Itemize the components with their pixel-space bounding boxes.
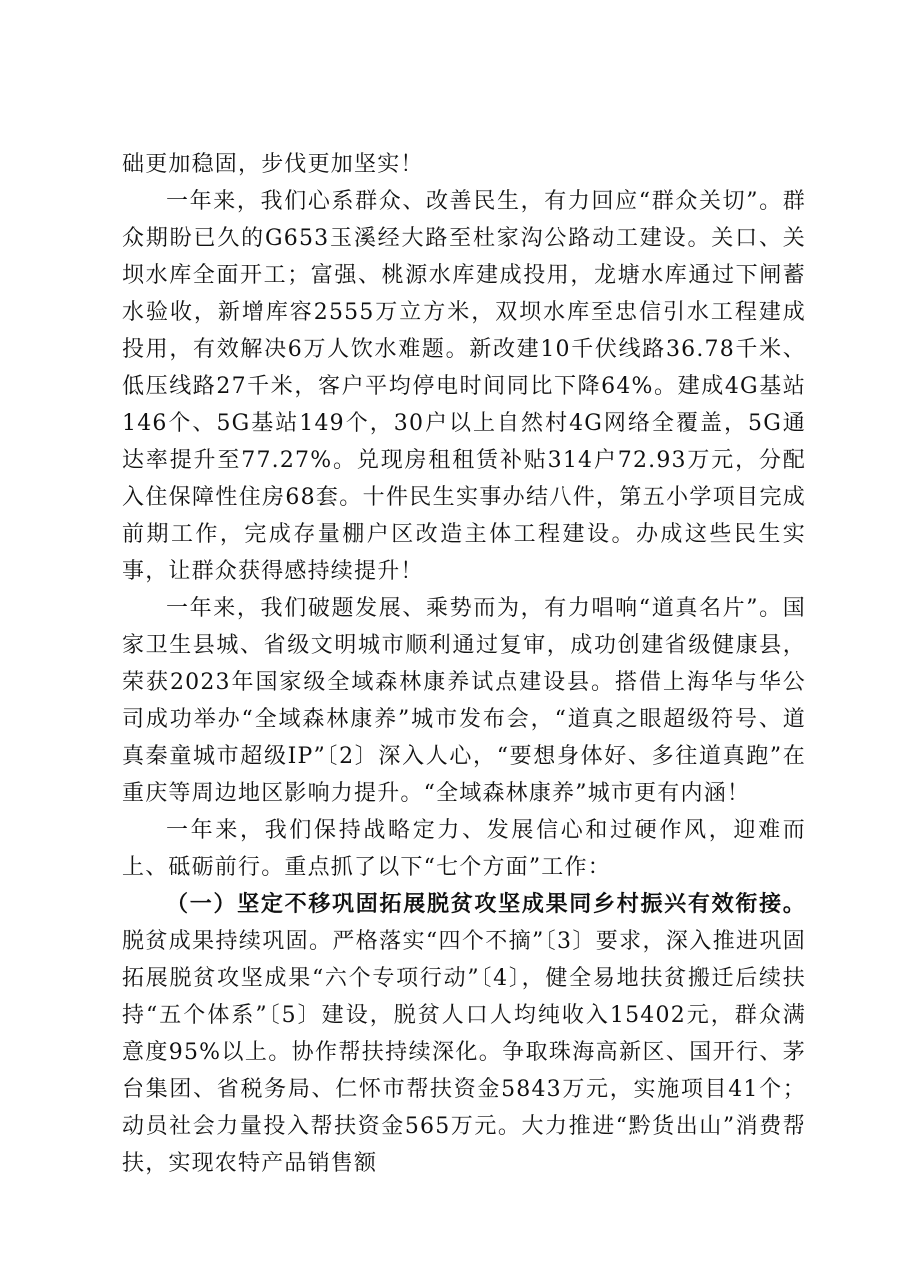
paragraph-section-one [122, 886, 806, 1182]
paragraph-city-brand: 一年来，我们破题发展、乘势而为，有力唱响“道真名片”。国家卫生县城、省级文明城市顺利通过复审，成功创建省级健康县，荣获2023年国家级全域森林康养试点建设县。搭借上海华与华公司成功举办“全域森林康养”城市发布会，“道真之眼超级符号、道真秦童城市超级IP”〔2〕深入人心，“要想身体好、多往道真跑”在重庆等周边地区影响力提升。“全域森林康养”城市更有内涵！ [122, 596, 806, 806]
paragraph-continuation: 础更加稳固，步伐更加坚实！ [122, 152, 424, 177]
document-body [122, 146, 806, 1182]
section-body: 脱贫成果持续巩固。严格落实“四个不摘”〔3〕要求，深入推进巩固拓展脱贫攻坚成果“六个专项行动”〔4〕，健全易地扶贫搬迁后续扶持“五个体系”〔5〕建设，脱贫人口人均纯收入15402元，群众满意度95%以上。协作帮扶持续深化。争取珠海高新区、国开行、茅台集团、省税务局、仁怀市帮扶资金5843万元，实施项目41个；动员社会力量投入帮扶资金565万元。大力推进“黔货出山”消费帮扶，实现农特产品销售额 [122, 929, 806, 1176]
paragraph-seven-aspects: 一年来，我们保持战略定力、发展信心和过硬作风，迎难而上、砥砺前行。重点抓了以下“七个方面”工作： [122, 818, 806, 880]
paragraph-livelihood: 一年来，我们心系群众、改善民生，有力回应“群众关切”。群众期盼已久的G653玉溪经大路至杜家沟公路动工建设。关口、关坝水库全面开工；富强、桃源水库建成投用，龙塘水库通过下闸蓄水验收，新增库容2555万立方米，双坝水库至忠信引水工程建成投用，有效解决6万人饮水难题。新改建10千伏线路36.78千米、低压线路27千米，客户平均停电时间同比下降64%。建成4G基站146个、5G基站149个，30户以上自然村4G网络全覆盖，5G通达率提升至77.27%。兑现房租租赁补贴314户72.93万元，分配入住保障性住房68套。十件民生实事办结八件，第五小学项目完成前期工作，完成存量棚户区改造主体工程建设。办成这些民生实事，让群众获得感持续提升！ [122, 189, 806, 584]
section-heading: （一）坚定不移巩固拓展脱贫攻坚成果同乡村振兴有效衔接。 [166, 891, 806, 917]
